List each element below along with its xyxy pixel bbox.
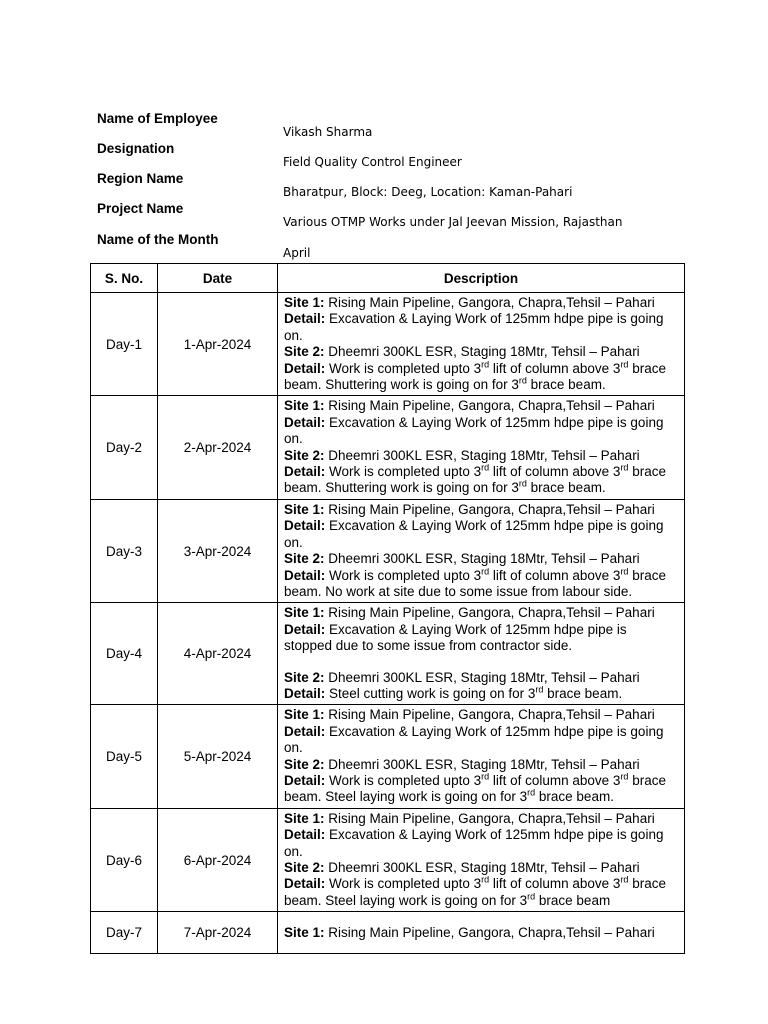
row-sno: Day-4 <box>91 603 158 705</box>
row-sno: Day-3 <box>91 499 158 602</box>
col-header-sno: S. No. <box>91 264 158 293</box>
table-row <box>91 293 685 396</box>
row-description: Site 1: Rising Main Pipeline, Gangora, Chapra,Tehsil – Pahari <box>278 912 685 954</box>
row-sno: Day-1 <box>91 293 158 396</box>
daily-report-table <box>90 263 685 954</box>
row-description: Site 1: Rising Main Pipeline, Gangora, Chapra,Tehsil – Pahari Detail: Excavation & Laying Work of 125mm hdpe pipe is going on. Site 2: Dheemri 300KL ESR, Staging 18Mtr, Tehsil – Pahari Detail: Work is completed upto 3rd lift of column above 3rd brace beam. Steel laying work is going on for 3rd brace beam. <box>278 705 685 808</box>
col-header-date: Date <box>158 264 278 293</box>
spacer <box>284 655 678 670</box>
designation-label: Designation <box>97 141 175 156</box>
row-date: 4-Apr-2024 <box>158 603 278 705</box>
employee-value: Vikash Sharma <box>283 125 373 139</box>
row-date: 7-Apr-2024 <box>158 912 278 954</box>
row-description: Site 1: Rising Main Pipeline, Gangora, Chapra,Tehsil – Pahari Detail: Excavation & Laying Work of 125mm hdpe pipe is going on. Site 2: Dheemri 300KL ESR, Staging 18Mtr, Tehsil – Pahari Detail: Work is completed upto 3rd lift of column above 3rd brace beam. No work at site due to some issue from labour side. <box>278 499 685 602</box>
project-value: Various OTMP Works under Jal Jeevan Mission, Rajasthan <box>283 215 623 229</box>
month-value: April <box>283 246 311 260</box>
row-description: Site 1: Rising Main Pipeline, Gangora, Chapra,Tehsil – Pahari Detail: Excavation & Laying Work of 125mm hdpe pipe is going on. Site 2: Dheemri 300KL ESR, Staging 18Mtr, Tehsil – Pahari Detail: Work is completed upto 3rd lift of column above 3rd brace beam. Shuttering work is going on for 3rd brace beam. <box>278 396 685 499</box>
row-date: 3-Apr-2024 <box>158 499 278 602</box>
row-description: Site 1: Rising Main Pipeline, Gangora, Chapra,Tehsil – Pahari Detail: Excavation & Laying Work of 125mm hdpe pipe is going on. Site 2: Dheemri 300KL ESR, Staging 18Mtr, Tehsil – Pahari Detail: Work is completed upto 3rd lift of column above 3rd brace beam. Shuttering work is going on for 3rd brace beam. <box>278 293 685 396</box>
row-sno: Day-2 <box>91 396 158 499</box>
table-row <box>91 396 685 499</box>
table-row <box>91 705 685 808</box>
row-date: 5-Apr-2024 <box>158 705 278 808</box>
project-label: Project Name <box>97 201 184 216</box>
region-value: Bharatpur, Block: Deeg, Location: Kaman-Pahari <box>283 185 573 199</box>
month-label: Name of the Month <box>97 232 219 247</box>
row-date: 2-Apr-2024 <box>158 396 278 499</box>
table-row <box>91 499 685 602</box>
row-sno: Day-6 <box>91 808 158 911</box>
table-row <box>91 603 685 705</box>
row-description: Site 1: Rising Main Pipeline, Gangora, Chapra,Tehsil – Pahari Detail: Excavation & Laying Work of 125mm hdpe pipe is stopped due to some issue from contractor side. Site 2: Dheemri 300KL ESR, Staging 18Mtr, Tehsil – Pahari Detail: Steel cutting work is going on for 3rd brace beam. <box>278 603 685 705</box>
col-header-description: Description <box>278 264 685 293</box>
row-description: Site 1: Rising Main Pipeline, Gangora, Chapra,Tehsil – Pahari Detail: Excavation & Laying Work of 125mm hdpe pipe is going on. Site 2: Dheemri 300KL ESR, Staging 18Mtr, Tehsil – Pahari Detail: Work is completed upto 3rd lift of column above 3rd brace beam. Steel laying work is going on for 3rd brace beam <box>278 808 685 911</box>
row-sno: Day-7 <box>91 912 158 954</box>
table-row <box>91 808 685 911</box>
employee-label: Name of Employee <box>97 111 218 126</box>
row-date: 6-Apr-2024 <box>158 808 278 911</box>
region-label: Region Name <box>97 171 184 186</box>
row-sno: Day-5 <box>91 705 158 808</box>
table-header-row <box>91 264 685 293</box>
table-row <box>91 912 685 954</box>
row-date: 1-Apr-2024 <box>158 293 278 396</box>
designation-value: Field Quality Control Engineer <box>283 155 462 169</box>
